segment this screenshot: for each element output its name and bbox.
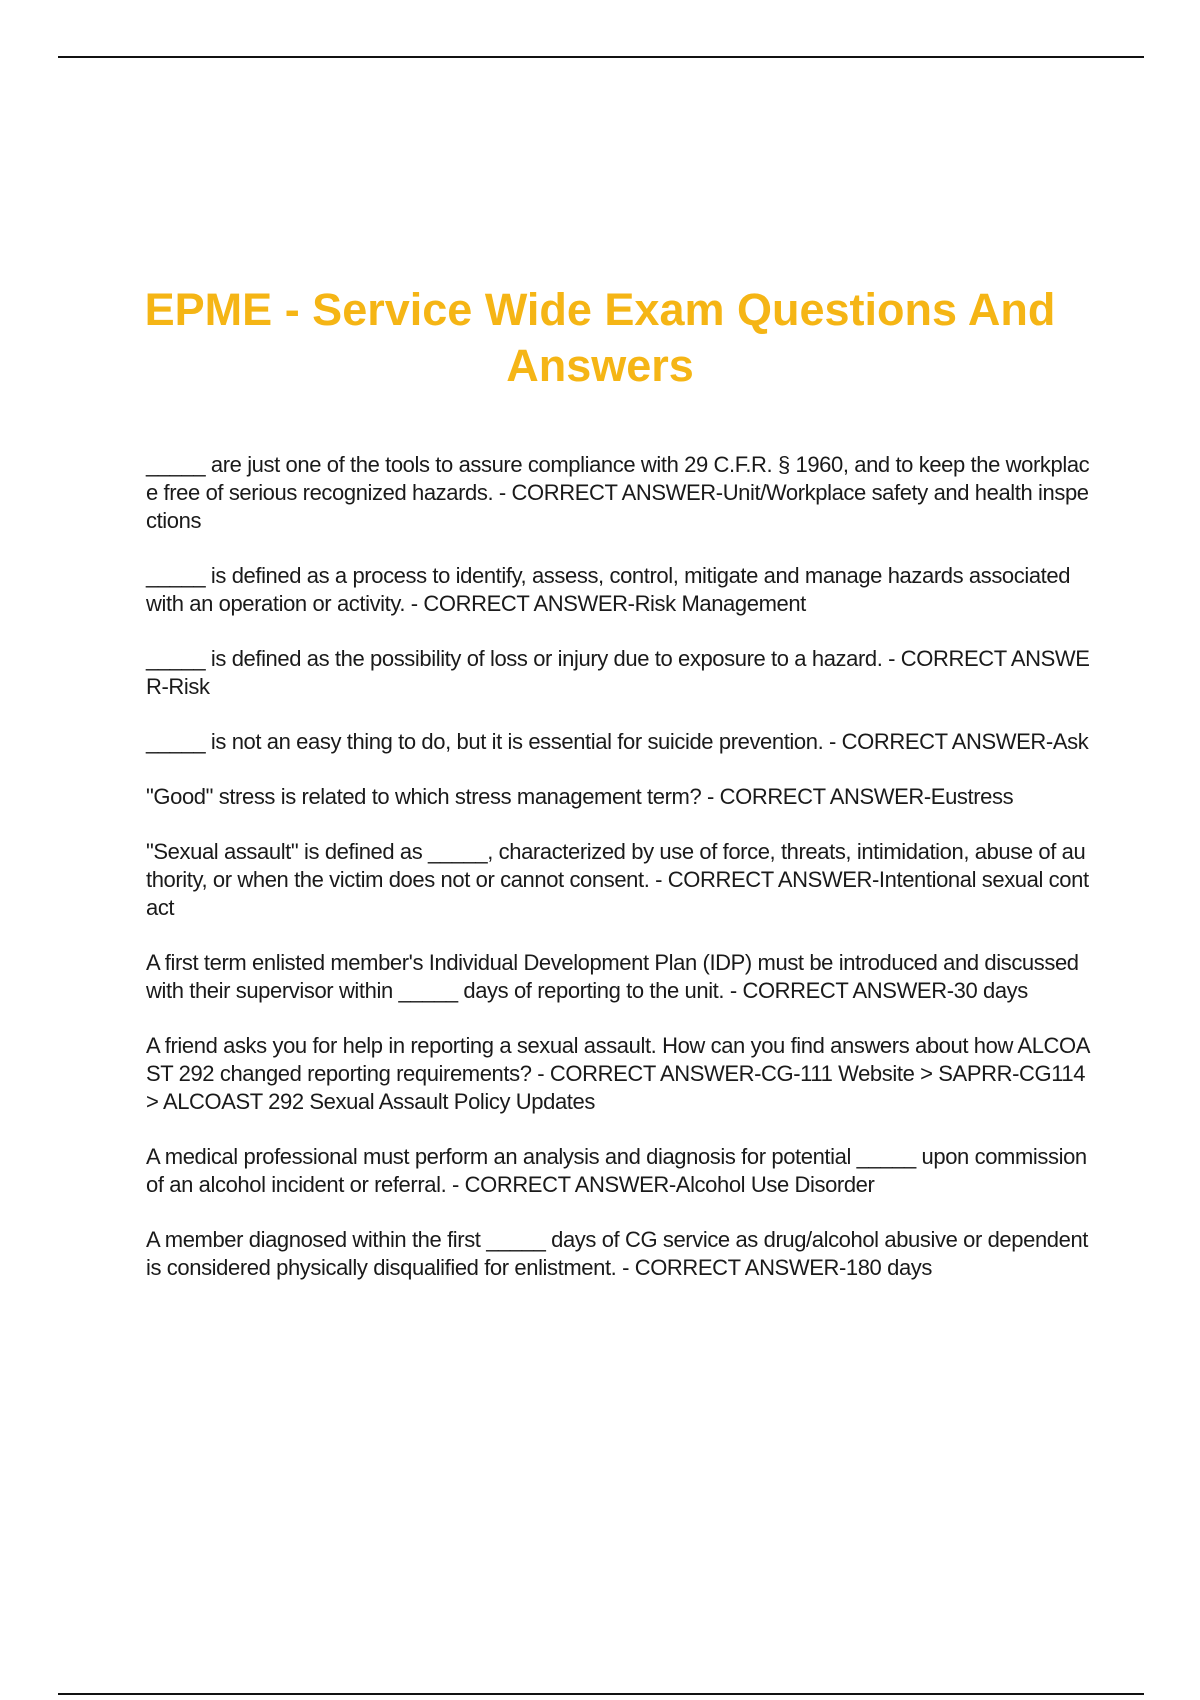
qa-item: A friend asks you for help in reporting a sexual assault. How can you find answers about how ALCOAST 292 changed reporting requirements? - CORRECT ANSWER-CG-111 Website > SAPRR-CG114 > ALCOAST 292 Sexual Assault Policy Updates	[146, 1033, 1091, 1114]
qa-list	[146, 451, 1090, 1309]
qa-item: "Sexual assault" is defined as _____, characterized by use of force, threats, intimidation, abuse of authority, or when the victim does not or cannot consent. - CORRECT ANSWER-Intentional sexual contact	[146, 839, 1089, 920]
qa-item: _____ is defined as the possibility of loss or injury due to exposure to a hazard. - CORRECT ANSWER-Risk	[146, 646, 1090, 699]
qa-item: _____ is not an easy thing to do, but it is essential for suicide prevention. - CORRECT ANSWER-Ask	[146, 729, 1089, 754]
qa-item: A member diagnosed within the first _____ days of CG service as drug/alcohol abusive or dependent is considered physically disqualified for enlistment. - CORRECT ANSWER-180 days	[146, 1227, 1088, 1280]
qa-item: "Good" stress is related to which stress management term? - CORRECT ANSWER-Eustress	[146, 784, 1014, 809]
qa-item: A first term enlisted member's Individual Development Plan (IDP) must be introduced and discussed with their supervisor within _____ days of reporting to the unit. - CORRECT ANSWER-30 days	[146, 950, 1079, 1003]
document-title: EPME - Service Wide Exam Questions And Answers	[144, 284, 1056, 391]
bottom-rule	[58, 1693, 1144, 1695]
top-rule	[58, 56, 1144, 58]
qa-item: _____ are just one of the tools to assure compliance with 29 C.F.R. § 1960, and to keep the workplace free of serious recognized hazards. - CORRECT ANSWER-Unit/Workplace safety and health inspections	[146, 452, 1090, 533]
qa-item: _____ is defined as a process to identify, assess, control, mitigate and manage hazards associated with an operation or activity. - CORRECT ANSWER-Risk Management	[146, 563, 1071, 616]
qa-item: A medical professional must perform an analysis and diagnosis for potential _____ upon commission of an alcohol incident or referral. - CORRECT ANSWER-Alcohol Use Disorder	[146, 1144, 1087, 1197]
